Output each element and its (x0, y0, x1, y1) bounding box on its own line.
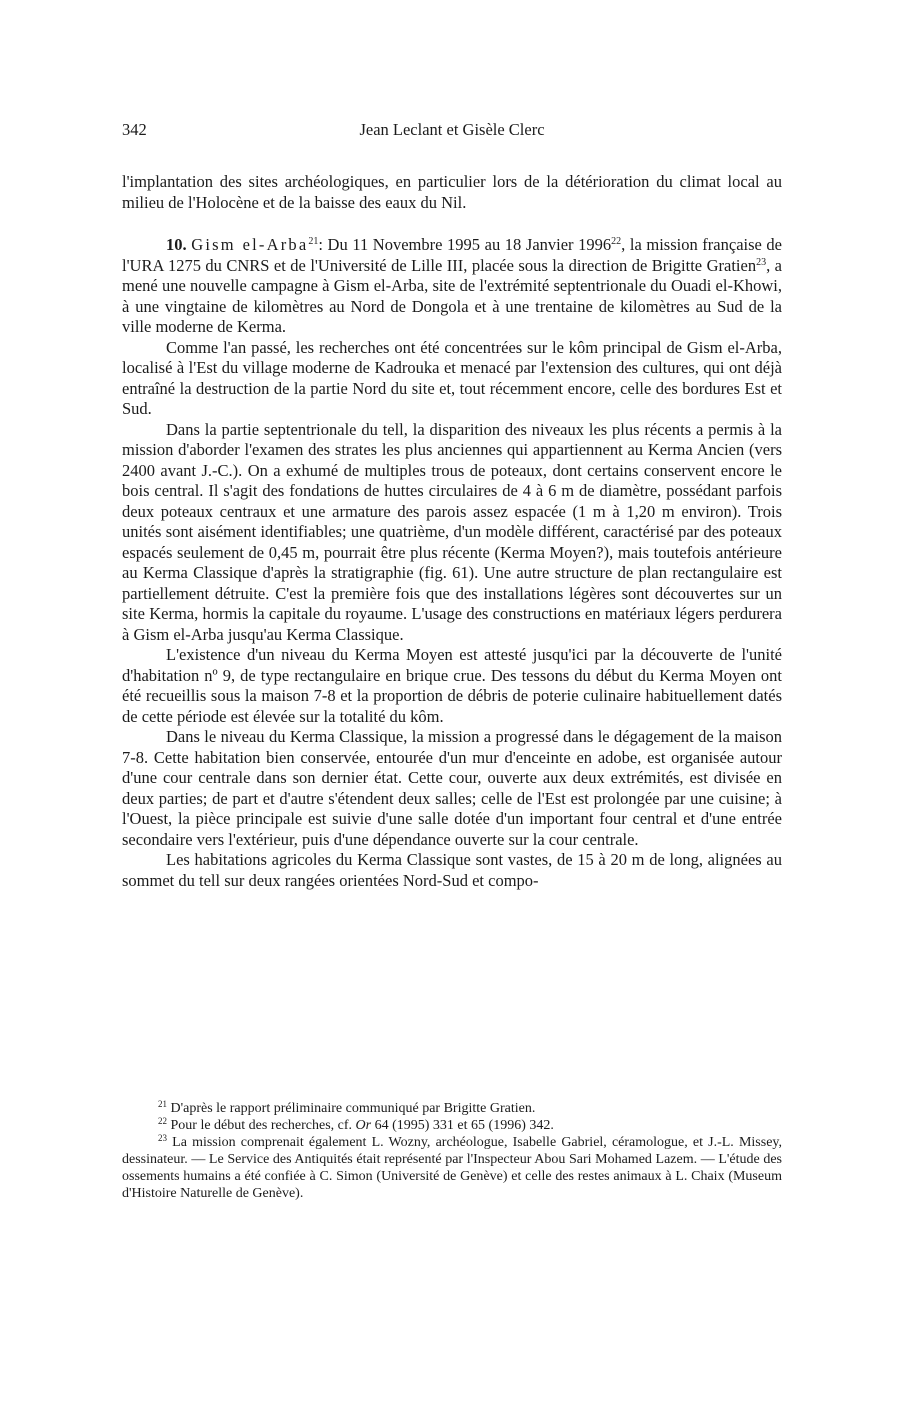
paragraph-section-10 (122, 235, 782, 338)
body-text (122, 172, 782, 891)
footnote-number: 22 (158, 1116, 167, 1126)
footnote-ref: 22 (611, 236, 622, 247)
paragraph: Comme l'an passé, les recherches ont été concentrées sur le kôm principal de Gism el-Arba, localisé à l'Est du village moderne de Kadrouka et menacé par l'extension des cultures, qui ont déjà entraîné la destruction de la partie Nord du site et, tout récemment encore, celle des bordures Est et Sud. (122, 337, 782, 418)
footnote-text: D'après le rapport préliminaire communiqué par Brigitte Gratien. (167, 1101, 536, 1116)
paragraph-text: : Du 11 Novembre 1995 au 18 Janvier 1996 (318, 235, 612, 254)
page-number: 342 (122, 120, 147, 139)
footnote-text: 64 (1995) 331 et 65 (1996) 342. (371, 1118, 554, 1133)
footnote-text: La mission comprenait également L. Wozny, archéologue, Isabelle Gabriel, céramologue, et J.-L. Missey, dessinateur. — Le Service des Antiquités était représenté par l'Inspecteur Abou Sari Mohamed Lazem. — L'étude des ossements humains a été confiée à C. Simon (Université de Genève) et celle des restes animaux à L. Chaix (Museum d'Histoire Naturelle de Genève). (122, 1135, 782, 1201)
paragraph: Dans le niveau du Kerma Classique, la mission a progressé dans le dégagement de la maison 7-8. Cette habitation bien conservée, entourée d'un mur d'enceinte en adobe, est organisée autour d'une cour centrale dans son dernier état. Cette cour, ouverte aux deux extrémités, est divisée en deux parties; de part et d'autre s'étendent deux salles; celle de l'Est est prolongée par une cuisine; à l'Ouest, la pièce principale est suivie d'une salle dotée d'un important four central et d'une entrée secondaire vers l'extérieur, puis d'une dépendance ouverte sur la cour centrale. (122, 727, 782, 849)
footnote-number: 23 (158, 1133, 167, 1143)
section-number: 10. (166, 235, 187, 254)
footnote-text: Pour le début des recherches, cf. (167, 1118, 356, 1133)
footnote-21 (122, 1100, 782, 1117)
footnote-22 (122, 1117, 782, 1134)
paragraph: L'existence d'un niveau du Kerma Moyen est attesté jusqu'ici par la découverte de l'unité d'habitation nº 9, de type rectangulaire en brique crue. Des tessons du début du Kerma Moyen ont été recueillis sous la maison 7-8 et la proportion de débris de poterie culinaire habituellement datés de cette période est élevée sur la totalité du kôm. (122, 645, 782, 726)
footnote-ref: 21 (308, 236, 319, 247)
page-header (122, 120, 782, 142)
paragraph-continuation: l'implantation des sites archéologiques, en particulier lors de la détérioration du climat local au milieu de l'Holocène et de la baisse des eaux du Nil. (122, 172, 782, 212)
journal-abbreviation: Or (355, 1118, 372, 1133)
footnote-23 (122, 1134, 782, 1202)
paragraph-text: , a mené une nouvelle campagne à Gism el-Arba, site de l'extrémité septentrionale du Ouadi el-Khowi, à une vingtaine de kilomètres au Nord de Dongola et à une trentaine de kilomètres au Sud de la ville moderne de Kerma. (122, 255, 782, 336)
paragraph: Dans la partie septentrionale du tell, la disparition des niveaux les plus récents a permis à la mission d'aborder l'examen des strates les plus anciennes qui appartiennent au Kerma Ancien (vers 2400 avant J.-C.). On a exhumé de multiples trous de poteaux, dont certains conservent encore le bois central. Il s'agit des fondations de huttes circulaires de 4 à 6 m de diamètre, possédant parfois deux poteaux centraux et une armature des parois assez espacée (1 m à 1,20 m environ). Trois unités sont aisément identifiables; une quatrième, d'un modèle différent, caractérisé par des poteaux espacés seulement de 0,45 m, pourrait être plus récente (Kerma Moyen?), mais toutefois antérieure au Kerma Classique d'après la stratigraphie (fig. 61). Une autre structure de plan rectangulaire est partiellement détruite. C'est la première fois que des installations légères sont découvertes sur un site Kerma, hormis la capitale du royaume. L'usage des constructions en matériaux légers perdurera à Gism el-Arba jusqu'au Kerma Classique. (122, 419, 782, 644)
paragraph: Les habitations agricoles du Kerma Classique sont vastes, de 15 à 20 m de long, alignées au sommet du tell sur deux rangées orientées Nord-Sud et compo- (122, 850, 782, 890)
site-name: Gism el-Arba (191, 235, 309, 254)
footnote-ref: 23 (756, 256, 767, 268)
footnote-number: 21 (158, 1099, 167, 1109)
footnotes (122, 1100, 782, 1202)
paragraph-text: , la mission française de l'URA 1275 du CNRS et de l'Université de Lille III, placée sous la direction de Brigitte Gratien (122, 235, 783, 275)
running-head: Jean Leclant et Gisèle Clerc (359, 120, 545, 139)
